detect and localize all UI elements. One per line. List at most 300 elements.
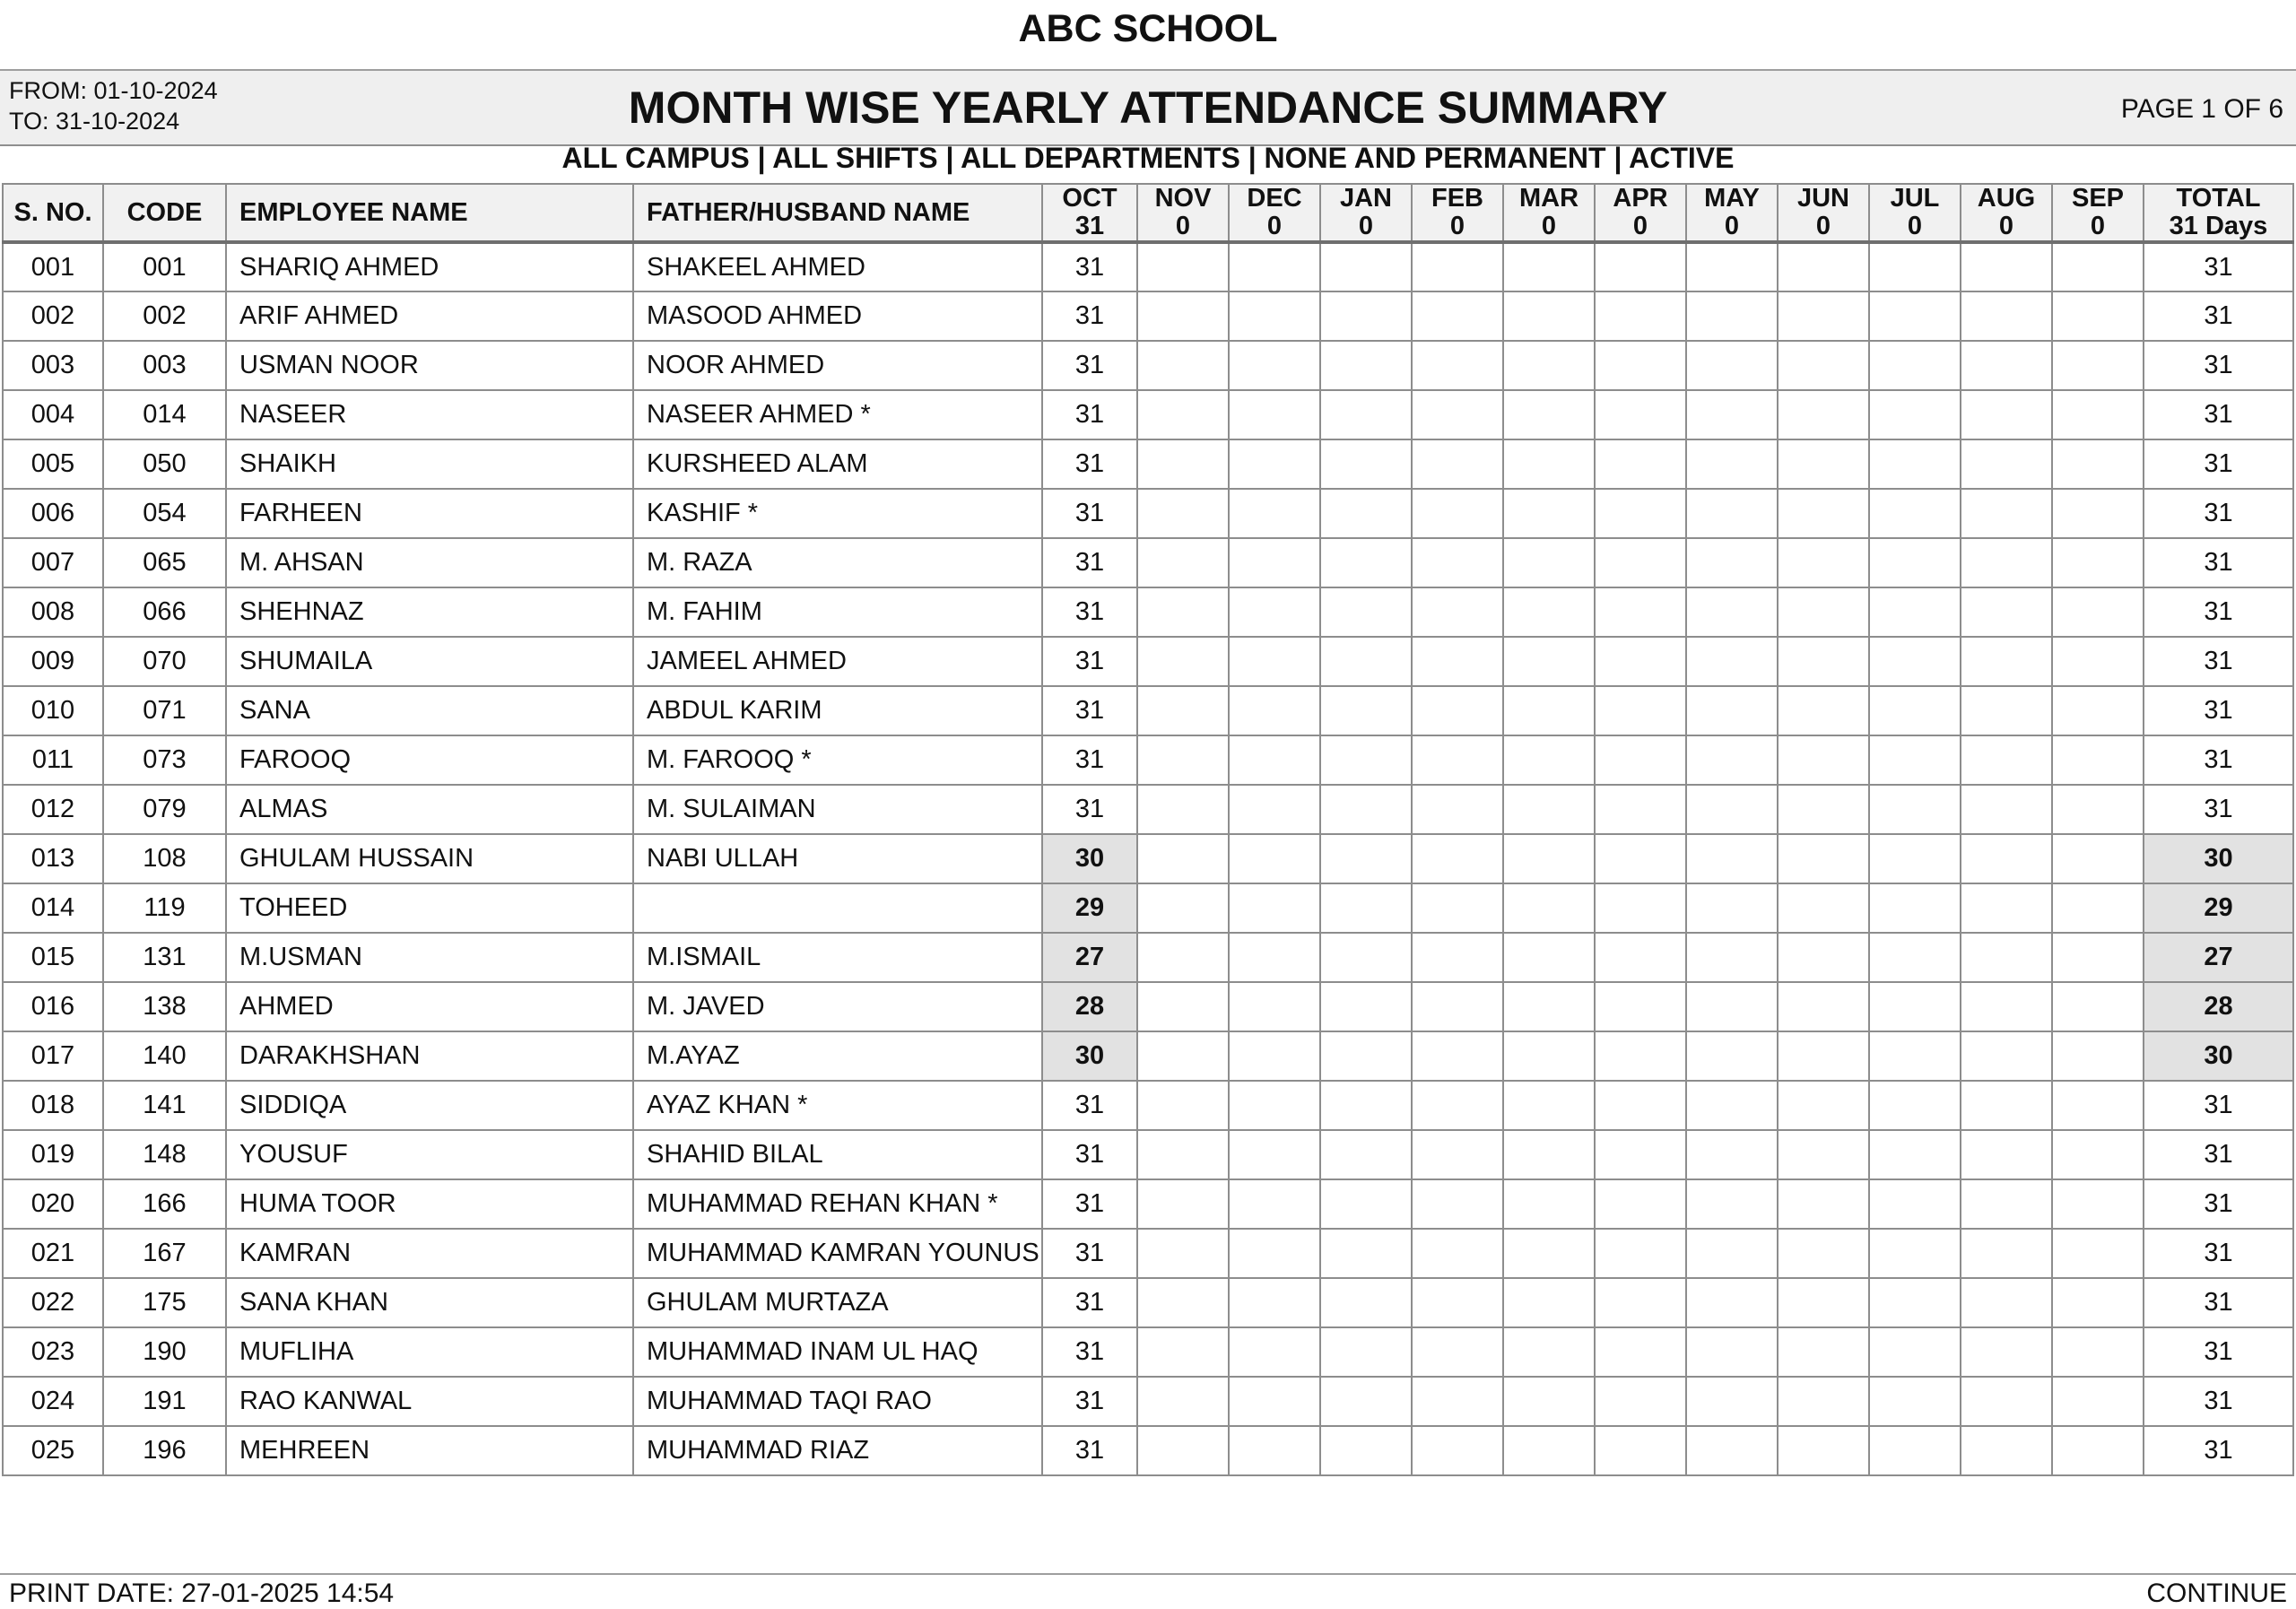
code-cell: 141 — [103, 1081, 226, 1130]
employee-name-cell: USMAN NOOR — [226, 341, 633, 390]
month-cell-feb — [1412, 1130, 1503, 1179]
month-cell-may — [1686, 982, 1778, 1031]
total-cell: 31 — [2144, 637, 2293, 686]
employee-name-cell: SHARIQ AHMED — [226, 242, 633, 291]
month-cell-aug — [1961, 785, 2052, 834]
father-name-cell: M. RAZA — [633, 538, 1042, 587]
month-cell-dec — [1229, 735, 1320, 785]
sno-cell: 006 — [3, 489, 103, 538]
total-cell: 31 — [2144, 735, 2293, 785]
sno-cell: 008 — [3, 587, 103, 637]
employee-name-cell: HUMA TOOR — [226, 1179, 633, 1229]
month-cell-sep — [2052, 785, 2144, 834]
month-cell-jun — [1778, 933, 1869, 982]
month-cell-dec — [1229, 834, 1320, 883]
month-cell-nov — [1137, 686, 1229, 735]
month-cell-sep — [2052, 686, 2144, 735]
father-name-cell: KURSHEED ALAM — [633, 439, 1042, 489]
month-cell-jul — [1869, 1179, 1961, 1229]
total-cell: 31 — [2144, 1229, 2293, 1278]
month-cell-oct: 31 — [1042, 1229, 1137, 1278]
month-cell-mar — [1503, 341, 1595, 390]
month-cell-feb — [1412, 390, 1503, 439]
total-cell: 31 — [2144, 390, 2293, 439]
month-cell-sep — [2052, 933, 2144, 982]
month-cell-feb — [1412, 341, 1503, 390]
month-cell-nov — [1137, 883, 1229, 933]
month-cell-apr — [1595, 1179, 1686, 1229]
table-row — [3, 785, 2293, 834]
school-name-title: ABC SCHOOL — [1018, 7, 1278, 50]
month-cell-jan — [1320, 982, 1412, 1031]
father-name-cell: AYAZ KHAN * — [633, 1081, 1042, 1130]
column-header-total: TOTAL 31 Days — [2144, 184, 2293, 242]
father-name-cell: ABDUL KARIM — [633, 686, 1042, 735]
sno-cell: 018 — [3, 1081, 103, 1130]
code-cell: 148 — [103, 1130, 226, 1179]
code-cell: 002 — [103, 291, 226, 341]
month-cell-apr — [1595, 1229, 1686, 1278]
month-cell-aug — [1961, 489, 2052, 538]
total-cell: 30 — [2144, 834, 2293, 883]
month-cell-nov — [1137, 1081, 1229, 1130]
month-cell-aug — [1961, 834, 2052, 883]
total-cell: 31 — [2144, 587, 2293, 637]
month-cell-oct: 29 — [1042, 883, 1137, 933]
column-header-month-jan: JAN 0 — [1320, 184, 1412, 242]
code-cell: 003 — [103, 341, 226, 390]
father-name-cell: SHAHID BILAL — [633, 1130, 1042, 1179]
month-cell-aug — [1961, 1327, 2052, 1377]
report-info-strip — [0, 69, 2296, 146]
father-name-cell: NASEER AHMED * — [633, 390, 1042, 439]
total-cell: 31 — [2144, 785, 2293, 834]
month-cell-may — [1686, 1426, 1778, 1475]
month-cell-oct: 28 — [1042, 982, 1137, 1031]
month-cell-mar — [1503, 439, 1595, 489]
month-cell-jul — [1869, 637, 1961, 686]
father-name-cell: MASOOD AHMED — [633, 291, 1042, 341]
employee-name-cell: FAROOQ — [226, 735, 633, 785]
table-row — [3, 1081, 2293, 1130]
month-cell-jan — [1320, 735, 1412, 785]
month-cell-feb — [1412, 1426, 1503, 1475]
month-cell-mar — [1503, 883, 1595, 933]
print-date-label: PRINT DATE: 27-01-2025 14:54 — [9, 1579, 395, 1608]
month-cell-mar — [1503, 834, 1595, 883]
table-row — [3, 933, 2293, 982]
total-cell: 31 — [2144, 1278, 2293, 1327]
month-cell-apr — [1595, 834, 1686, 883]
month-cell-jan — [1320, 1229, 1412, 1278]
page-indicator: PAGE 1 OF 6 — [2120, 94, 2283, 124]
date-from-label: FROM: 01-10-2024 — [9, 77, 218, 104]
month-cell-aug — [1961, 1426, 2052, 1475]
sno-cell: 005 — [3, 439, 103, 489]
month-cell-jun — [1778, 1130, 1869, 1179]
month-cell-jul — [1869, 834, 1961, 883]
employee-name-cell: NASEER — [226, 390, 633, 439]
code-cell: 196 — [103, 1426, 226, 1475]
total-cell: 31 — [2144, 1327, 2293, 1377]
month-cell-may — [1686, 1130, 1778, 1179]
month-cell-dec — [1229, 1179, 1320, 1229]
month-cell-mar — [1503, 933, 1595, 982]
month-cell-apr — [1595, 982, 1686, 1031]
month-cell-nov — [1137, 1229, 1229, 1278]
month-cell-dec — [1229, 291, 1320, 341]
column-header-sno: S. NO. — [3, 184, 103, 242]
month-cell-mar — [1503, 982, 1595, 1031]
code-cell: 131 — [103, 933, 226, 982]
employee-name-cell: ARIF AHMED — [226, 291, 633, 341]
month-cell-dec — [1229, 637, 1320, 686]
month-cell-mar — [1503, 390, 1595, 439]
employee-name-cell: SIDDIQA — [226, 1081, 633, 1130]
month-cell-jan — [1320, 1377, 1412, 1426]
month-cell-mar — [1503, 785, 1595, 834]
month-cell-jul — [1869, 1278, 1961, 1327]
month-cell-jul — [1869, 587, 1961, 637]
employee-name-cell: AHMED — [226, 982, 633, 1031]
month-cell-dec — [1229, 1130, 1320, 1179]
month-cell-dec — [1229, 439, 1320, 489]
sno-cell: 021 — [3, 1229, 103, 1278]
month-cell-mar — [1503, 637, 1595, 686]
table-row — [3, 1278, 2293, 1327]
month-cell-sep — [2052, 1327, 2144, 1377]
table-row — [3, 341, 2293, 390]
sno-cell: 009 — [3, 637, 103, 686]
total-cell: 31 — [2144, 341, 2293, 390]
date-to-label: TO: 31-10-2024 — [9, 108, 180, 135]
month-cell-jan — [1320, 538, 1412, 587]
month-cell-jun — [1778, 834, 1869, 883]
sno-cell: 015 — [3, 933, 103, 982]
month-cell-aug — [1961, 982, 2052, 1031]
month-cell-oct: 31 — [1042, 291, 1137, 341]
month-cell-dec — [1229, 242, 1320, 291]
month-cell-mar — [1503, 1377, 1595, 1426]
month-cell-nov — [1137, 1426, 1229, 1475]
month-cell-mar — [1503, 1229, 1595, 1278]
month-cell-feb — [1412, 637, 1503, 686]
code-cell: 054 — [103, 489, 226, 538]
month-cell-jan — [1320, 933, 1412, 982]
month-cell-nov — [1137, 538, 1229, 587]
month-cell-nov — [1137, 587, 1229, 637]
month-cell-jan — [1320, 834, 1412, 883]
total-cell: 31 — [2144, 1179, 2293, 1229]
month-cell-jan — [1320, 242, 1412, 291]
table-row — [3, 834, 2293, 883]
father-name-cell: NABI ULLAH — [633, 834, 1042, 883]
father-name-cell: M.ISMAIL — [633, 933, 1042, 982]
code-cell: 138 — [103, 982, 226, 1031]
month-cell-mar — [1503, 538, 1595, 587]
month-cell-oct: 31 — [1042, 489, 1137, 538]
month-cell-oct: 31 — [1042, 242, 1137, 291]
month-cell-aug — [1961, 291, 2052, 341]
father-name-cell: M. JAVED — [633, 982, 1042, 1031]
month-cell-sep — [2052, 587, 2144, 637]
month-cell-nov — [1137, 982, 1229, 1031]
month-cell-may — [1686, 637, 1778, 686]
month-cell-apr — [1595, 1426, 1686, 1475]
month-cell-sep — [2052, 1426, 2144, 1475]
month-cell-oct: 31 — [1042, 587, 1137, 637]
column-header-month-feb: FEB 0 — [1412, 184, 1503, 242]
month-cell-aug — [1961, 1278, 2052, 1327]
month-cell-feb — [1412, 1377, 1503, 1426]
employee-name-cell: GHULAM HUSSAIN — [226, 834, 633, 883]
attendance-table-header-row — [3, 184, 2293, 242]
table-row — [3, 439, 2293, 489]
employee-name-cell: DARAKHSHAN — [226, 1031, 633, 1081]
month-cell-apr — [1595, 785, 1686, 834]
month-cell-nov — [1137, 1278, 1229, 1327]
month-cell-dec — [1229, 686, 1320, 735]
month-cell-nov — [1137, 933, 1229, 982]
code-cell: 166 — [103, 1179, 226, 1229]
total-cell: 31 — [2144, 1130, 2293, 1179]
table-row — [3, 1377, 2293, 1426]
month-cell-jun — [1778, 735, 1869, 785]
table-row — [3, 1426, 2293, 1475]
total-cell: 31 — [2144, 538, 2293, 587]
month-cell-jul — [1869, 538, 1961, 587]
table-row — [3, 291, 2293, 341]
month-cell-sep — [2052, 291, 2144, 341]
month-cell-sep — [2052, 1130, 2144, 1179]
month-cell-jul — [1869, 1377, 1961, 1426]
column-header-month-jul: JUL 0 — [1869, 184, 1961, 242]
month-cell-mar — [1503, 587, 1595, 637]
table-row — [3, 883, 2293, 933]
month-cell-jun — [1778, 1377, 1869, 1426]
month-cell-apr — [1595, 1278, 1686, 1327]
month-cell-feb — [1412, 1229, 1503, 1278]
month-cell-may — [1686, 1278, 1778, 1327]
month-cell-aug — [1961, 933, 2052, 982]
month-cell-dec — [1229, 1229, 1320, 1278]
month-cell-dec — [1229, 1081, 1320, 1130]
month-cell-feb — [1412, 686, 1503, 735]
month-cell-jan — [1320, 686, 1412, 735]
month-cell-jul — [1869, 982, 1961, 1031]
total-cell: 31 — [2144, 1426, 2293, 1475]
month-cell-feb — [1412, 1081, 1503, 1130]
code-cell: 108 — [103, 834, 226, 883]
month-cell-may — [1686, 834, 1778, 883]
sno-cell: 004 — [3, 390, 103, 439]
employee-name-cell: M.USMAN — [226, 933, 633, 982]
father-name-cell: MUHAMMAD TAQI RAO — [633, 1377, 1042, 1426]
month-cell-jul — [1869, 1327, 1961, 1377]
month-cell-feb — [1412, 1031, 1503, 1081]
month-cell-mar — [1503, 1031, 1595, 1081]
month-cell-dec — [1229, 587, 1320, 637]
code-cell: 050 — [103, 439, 226, 489]
sno-cell: 023 — [3, 1327, 103, 1377]
month-cell-jun — [1778, 1278, 1869, 1327]
month-cell-oct: 31 — [1042, 1426, 1137, 1475]
table-row — [3, 587, 2293, 637]
sno-cell: 019 — [3, 1130, 103, 1179]
month-cell-feb — [1412, 587, 1503, 637]
father-name-cell: MUHAMMAD KAMRAN YOUNUS — [633, 1229, 1042, 1278]
total-cell: 31 — [2144, 686, 2293, 735]
column-header-month-dec: DEC 0 — [1229, 184, 1320, 242]
month-cell-nov — [1137, 1130, 1229, 1179]
month-cell-dec — [1229, 1278, 1320, 1327]
month-cell-mar — [1503, 291, 1595, 341]
month-cell-jun — [1778, 538, 1869, 587]
month-cell-may — [1686, 686, 1778, 735]
sno-cell: 016 — [3, 982, 103, 1031]
sno-cell: 022 — [3, 1278, 103, 1327]
month-cell-jul — [1869, 1130, 1961, 1179]
father-name-cell: GHULAM MURTAZA — [633, 1278, 1042, 1327]
month-cell-nov — [1137, 785, 1229, 834]
month-cell-apr — [1595, 439, 1686, 489]
month-cell-jun — [1778, 982, 1869, 1031]
month-cell-nov — [1137, 291, 1229, 341]
month-cell-jun — [1778, 439, 1869, 489]
month-cell-apr — [1595, 1130, 1686, 1179]
month-cell-jul — [1869, 489, 1961, 538]
month-cell-dec — [1229, 933, 1320, 982]
column-header-month-aug: AUG 0 — [1961, 184, 2052, 242]
month-cell-may — [1686, 735, 1778, 785]
month-cell-jan — [1320, 1130, 1412, 1179]
month-cell-feb — [1412, 291, 1503, 341]
code-cell: 190 — [103, 1327, 226, 1377]
employee-name-cell: SANA — [226, 686, 633, 735]
month-cell-aug — [1961, 883, 2052, 933]
table-row — [3, 1130, 2293, 1179]
sno-cell: 003 — [3, 341, 103, 390]
month-cell-sep — [2052, 1377, 2144, 1426]
sno-cell: 017 — [3, 1031, 103, 1081]
month-cell-jan — [1320, 785, 1412, 834]
sno-cell: 001 — [3, 242, 103, 291]
month-cell-mar — [1503, 1179, 1595, 1229]
sno-cell: 011 — [3, 735, 103, 785]
month-cell-nov — [1137, 1377, 1229, 1426]
father-name-cell — [633, 883, 1042, 933]
month-cell-jan — [1320, 587, 1412, 637]
month-cell-oct: 31 — [1042, 1327, 1137, 1377]
month-cell-jun — [1778, 1179, 1869, 1229]
month-cell-sep — [2052, 341, 2144, 390]
month-cell-jun — [1778, 341, 1869, 390]
father-name-cell: M. FAROOQ * — [633, 735, 1042, 785]
month-cell-apr — [1595, 390, 1686, 439]
total-cell: 29 — [2144, 883, 2293, 933]
month-cell-may — [1686, 1327, 1778, 1377]
sno-cell: 007 — [3, 538, 103, 587]
total-cell: 31 — [2144, 291, 2293, 341]
father-name-cell: M. SULAIMAN — [633, 785, 1042, 834]
month-cell-aug — [1961, 735, 2052, 785]
month-cell-jun — [1778, 686, 1869, 735]
month-cell-oct: 31 — [1042, 735, 1137, 785]
month-cell-apr — [1595, 291, 1686, 341]
month-cell-jan — [1320, 390, 1412, 439]
column-header-month-mar: MAR 0 — [1503, 184, 1595, 242]
sno-cell: 012 — [3, 785, 103, 834]
month-cell-aug — [1961, 686, 2052, 735]
month-cell-oct: 31 — [1042, 390, 1137, 439]
filters-summary: ALL CAMPUS | ALL SHIFTS | ALL DEPARTMENTS | NONE AND PERMANENT | ACTIVE — [561, 142, 1735, 174]
employee-name-cell: SHEHNAZ — [226, 587, 633, 637]
month-cell-jan — [1320, 1426, 1412, 1475]
code-cell: 001 — [103, 242, 226, 291]
table-row — [3, 735, 2293, 785]
month-cell-dec — [1229, 341, 1320, 390]
month-cell-dec — [1229, 1426, 1320, 1475]
month-cell-aug — [1961, 390, 2052, 439]
month-cell-apr — [1595, 637, 1686, 686]
month-cell-aug — [1961, 1179, 2052, 1229]
employee-name-cell: TOHEED — [226, 883, 633, 933]
month-cell-nov — [1137, 1031, 1229, 1081]
month-cell-may — [1686, 587, 1778, 637]
month-cell-apr — [1595, 489, 1686, 538]
month-cell-oct: 31 — [1042, 686, 1137, 735]
month-cell-feb — [1412, 1327, 1503, 1377]
month-cell-sep — [2052, 242, 2144, 291]
month-cell-feb — [1412, 489, 1503, 538]
month-cell-may — [1686, 1031, 1778, 1081]
total-cell: 31 — [2144, 439, 2293, 489]
column-header-code: CODE — [103, 184, 226, 242]
month-cell-sep — [2052, 1031, 2144, 1081]
column-header-month-may: MAY 0 — [1686, 184, 1778, 242]
month-cell-mar — [1503, 1327, 1595, 1377]
total-cell: 28 — [2144, 982, 2293, 1031]
month-cell-oct: 31 — [1042, 341, 1137, 390]
month-cell-oct: 31 — [1042, 1377, 1137, 1426]
code-cell: 119 — [103, 883, 226, 933]
code-cell: 079 — [103, 785, 226, 834]
month-cell-jul — [1869, 341, 1961, 390]
month-cell-jan — [1320, 1031, 1412, 1081]
month-cell-sep — [2052, 1081, 2144, 1130]
month-cell-aug — [1961, 587, 2052, 637]
column-header-month-jun: JUN 0 — [1778, 184, 1869, 242]
month-cell-feb — [1412, 933, 1503, 982]
report-title: MONTH WISE YEARLY ATTENDANCE SUMMARY — [628, 83, 1668, 133]
month-cell-jun — [1778, 785, 1869, 834]
month-cell-apr — [1595, 1327, 1686, 1377]
total-cell: 27 — [2144, 933, 2293, 982]
code-cell: 065 — [103, 538, 226, 587]
month-cell-sep — [2052, 1278, 2144, 1327]
column-header-month-nov: NOV 0 — [1137, 184, 1229, 242]
month-cell-oct: 31 — [1042, 1130, 1137, 1179]
month-cell-sep — [2052, 834, 2144, 883]
month-cell-apr — [1595, 883, 1686, 933]
month-cell-sep — [2052, 538, 2144, 587]
father-name-cell: MUHAMMAD REHAN KHAN * — [633, 1179, 1042, 1229]
month-cell-may — [1686, 489, 1778, 538]
total-cell: 31 — [2144, 1081, 2293, 1130]
month-cell-jun — [1778, 1081, 1869, 1130]
month-cell-jul — [1869, 439, 1961, 489]
month-cell-aug — [1961, 1229, 2052, 1278]
